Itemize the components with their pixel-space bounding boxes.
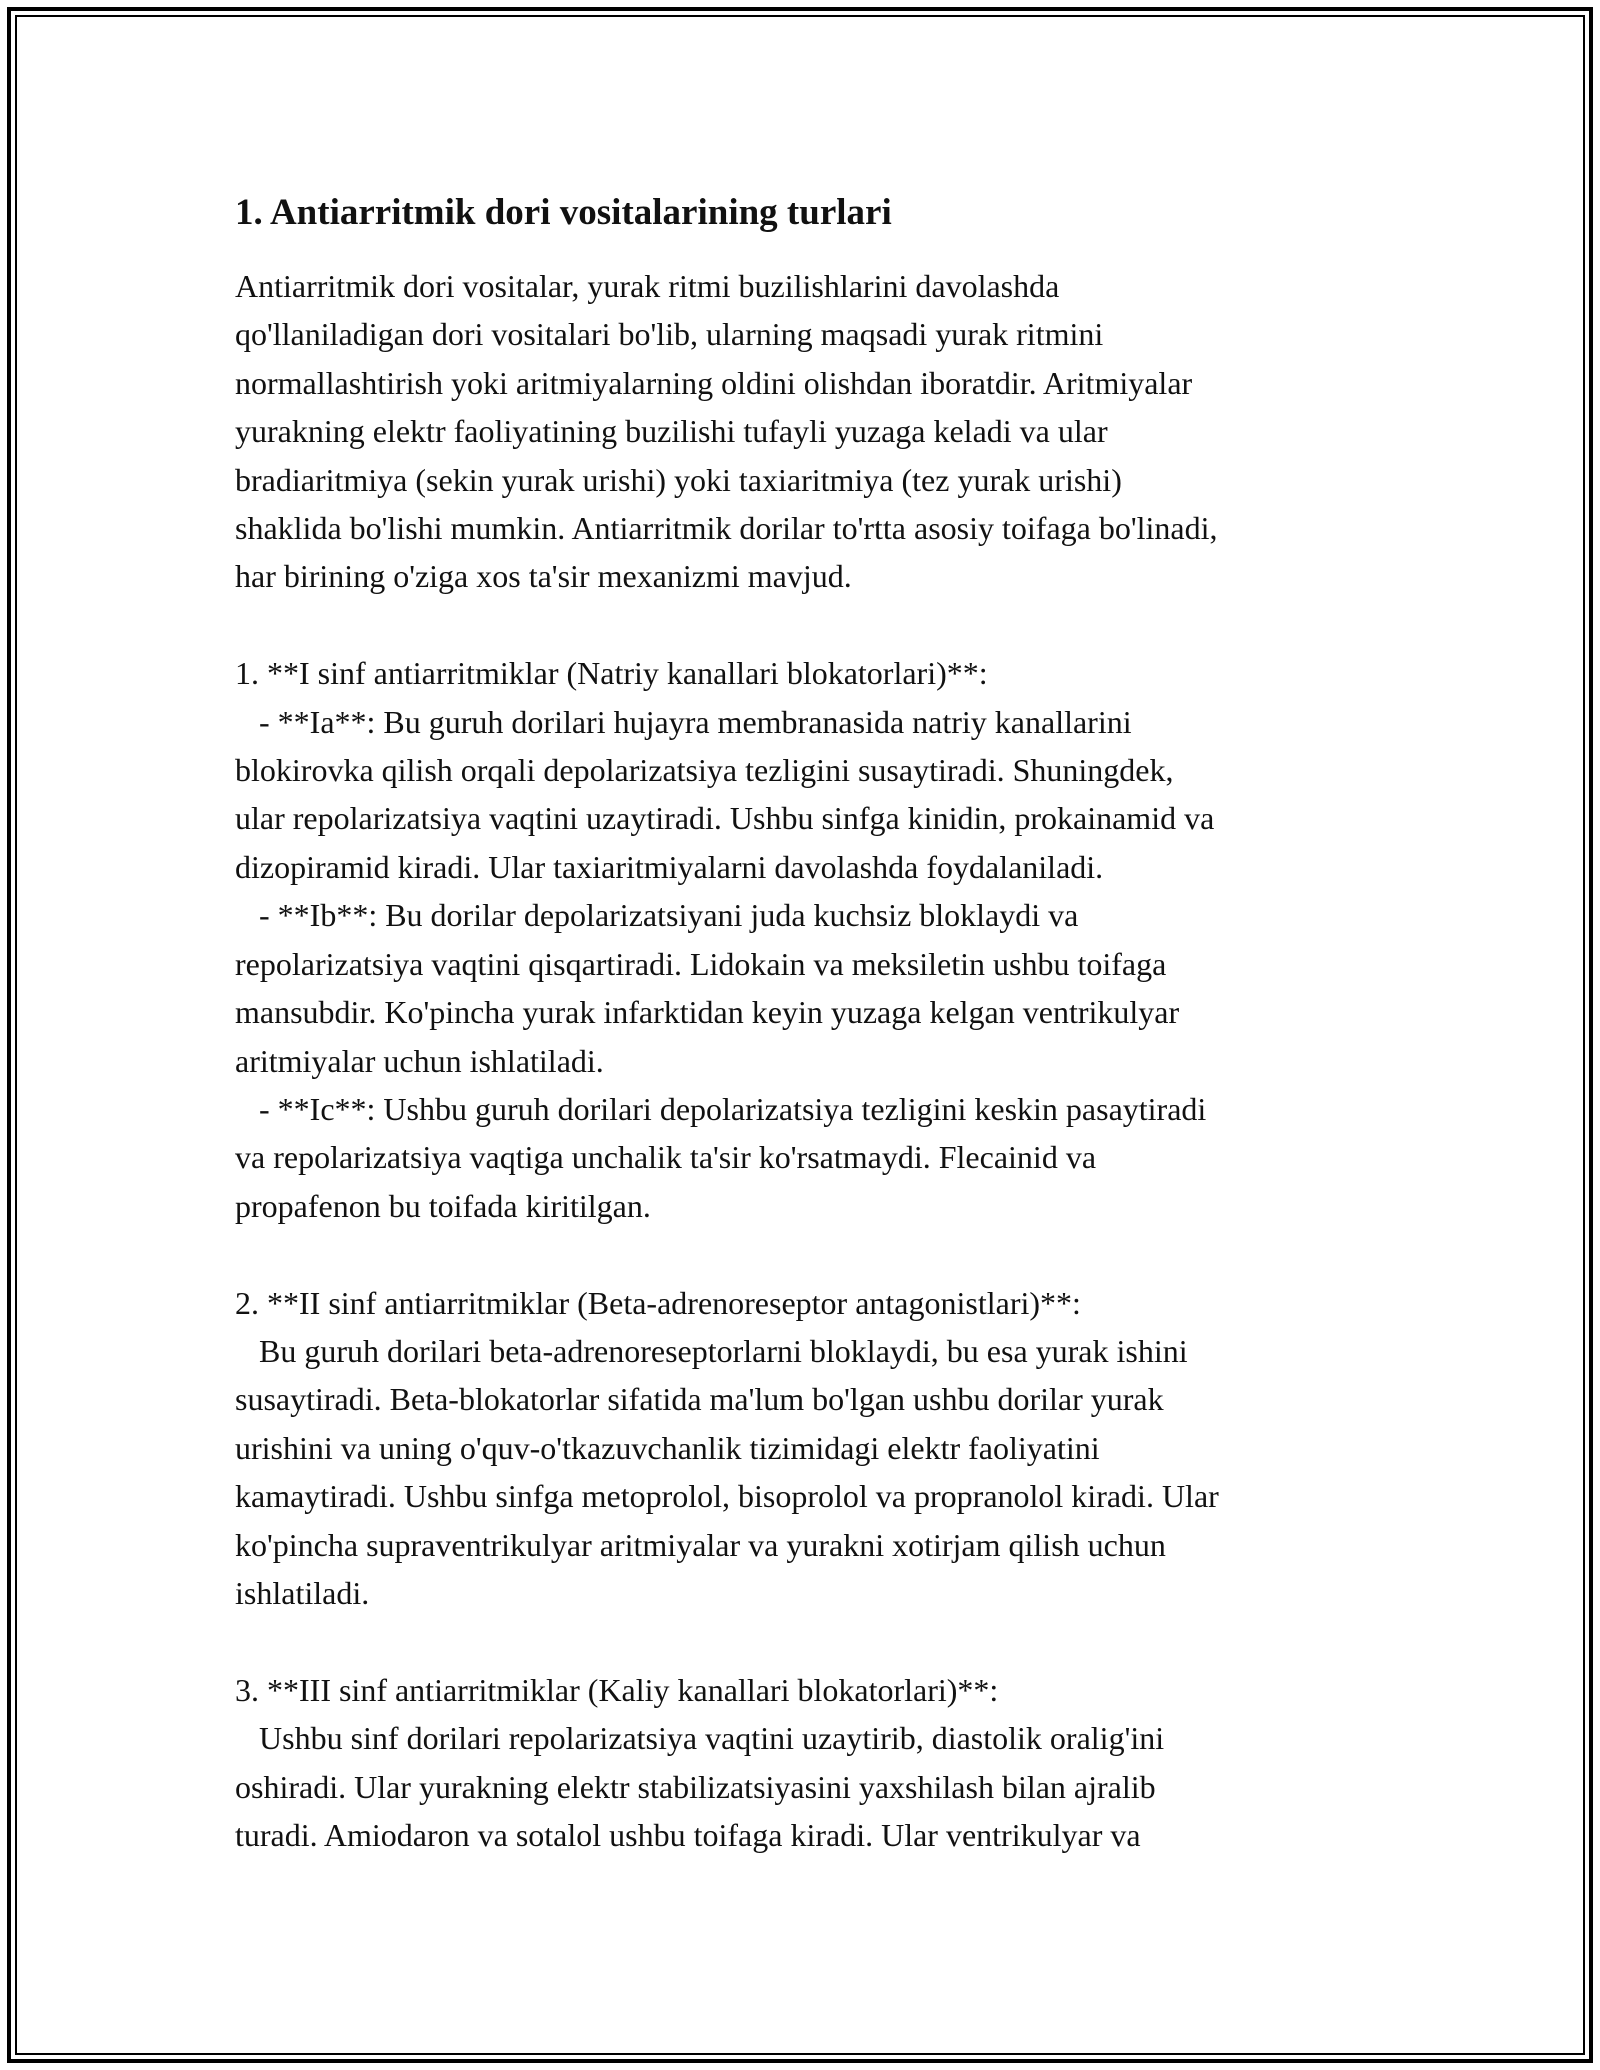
document-title: 1. Antiarritmik dori vositalarining turlari bbox=[235, 192, 892, 233]
document-body: Antiarritmik dori vositalar, yurak ritmi buzilishlarini davolashda qo'llaniladigan dori vositalari bo'lib, ularning maqsadi yurak ritmini normallashtirish yoki aritmiyalarning oldini olishdan iboratdir. Aritmiyalar yurakning elektr faoliyatining buzilishi tufayli yuzaga keladi va ular bradiaritmiya (sekin yurak urishi) yoki taxiaritmiya (tez yurak urishi) shaklida bo'lishi mumkin. Antiarritmik dorilar to'rtta asosiy toifaga bo'linadi, har birining o'ziga xos ta'sir mexanizmi mavjud. 1. **I sinf antiarritmiklar (Natriy kanallari blokatorlari)**: - **Ia**: Bu guruh dorilari hujayra membranasida natriy kanallarini blokirovka qilish orqali depolarizatsiya tezligini susaytiradi. Shuningdek, ular repolarizatsiya vaqtini uzaytiradi. Ushbu sinfga kinidin, prokainamid va dizopiramid kiradi. Ular taxiaritmiyalarni davolashda foydalaniladi. - **Ib**: Bu dorilar depolarizatsiyani juda kuchsiz bloklaydi va repolarizatsiya vaqtini qisqartiradi. Lidokain va meksiletin ushbu toifaga mansubdir. Ko'pincha yurak infarktidan keyin yuzaga kelgan ventrikulyar aritmiyalar uchun ishlatiladi. - **Ic**: Ushbu guruh dorilari depolarizatsiya tezligini keskin pasaytiradi va repolarizatsiya vaqtiga unchalik ta'sir ko'rsatmaydi. Flecainid va propafenon bu toifada kiritilgan. 2. **II sinf antiarritmiklar (Beta-adrenoreseptor antagonistlari)**: Bu guruh dorilari beta-adrenoreseptorlarni bloklaydi, bu esa yurak ishini susaytiradi. Beta-blokatorlar sifatida ma'lum bo'lgan ushbu dorilar yurak urishini va uning o'quv-o'tkazuvchanlik tizimidagi elektr faoliyatini kamaytiradi. Ushbu sinfga metoprolol, bisoprolol va propranolol kiradi. Ular ko'pincha supraventrikulyar aritmiyalar va yurakni xotirjam qilish uchun ishlatiladi. 3. **III sinf antiarritmiklar (Kaliy kanallari blokatorlari)**: Ushbu sinf dorilari repolarizatsiya vaqtini uzaytirib, diastolik oralig'ini oshiradi. Ular yurakning elektr stabilizatsiyasini yaxshilash bilan ajralib turadi. Amiodaron va sotalol ushbu toifaga kiradi. Ular ventrikulyar va bbox=[235, 268, 1219, 1853]
document-page bbox=[235, 186, 1375, 1859]
